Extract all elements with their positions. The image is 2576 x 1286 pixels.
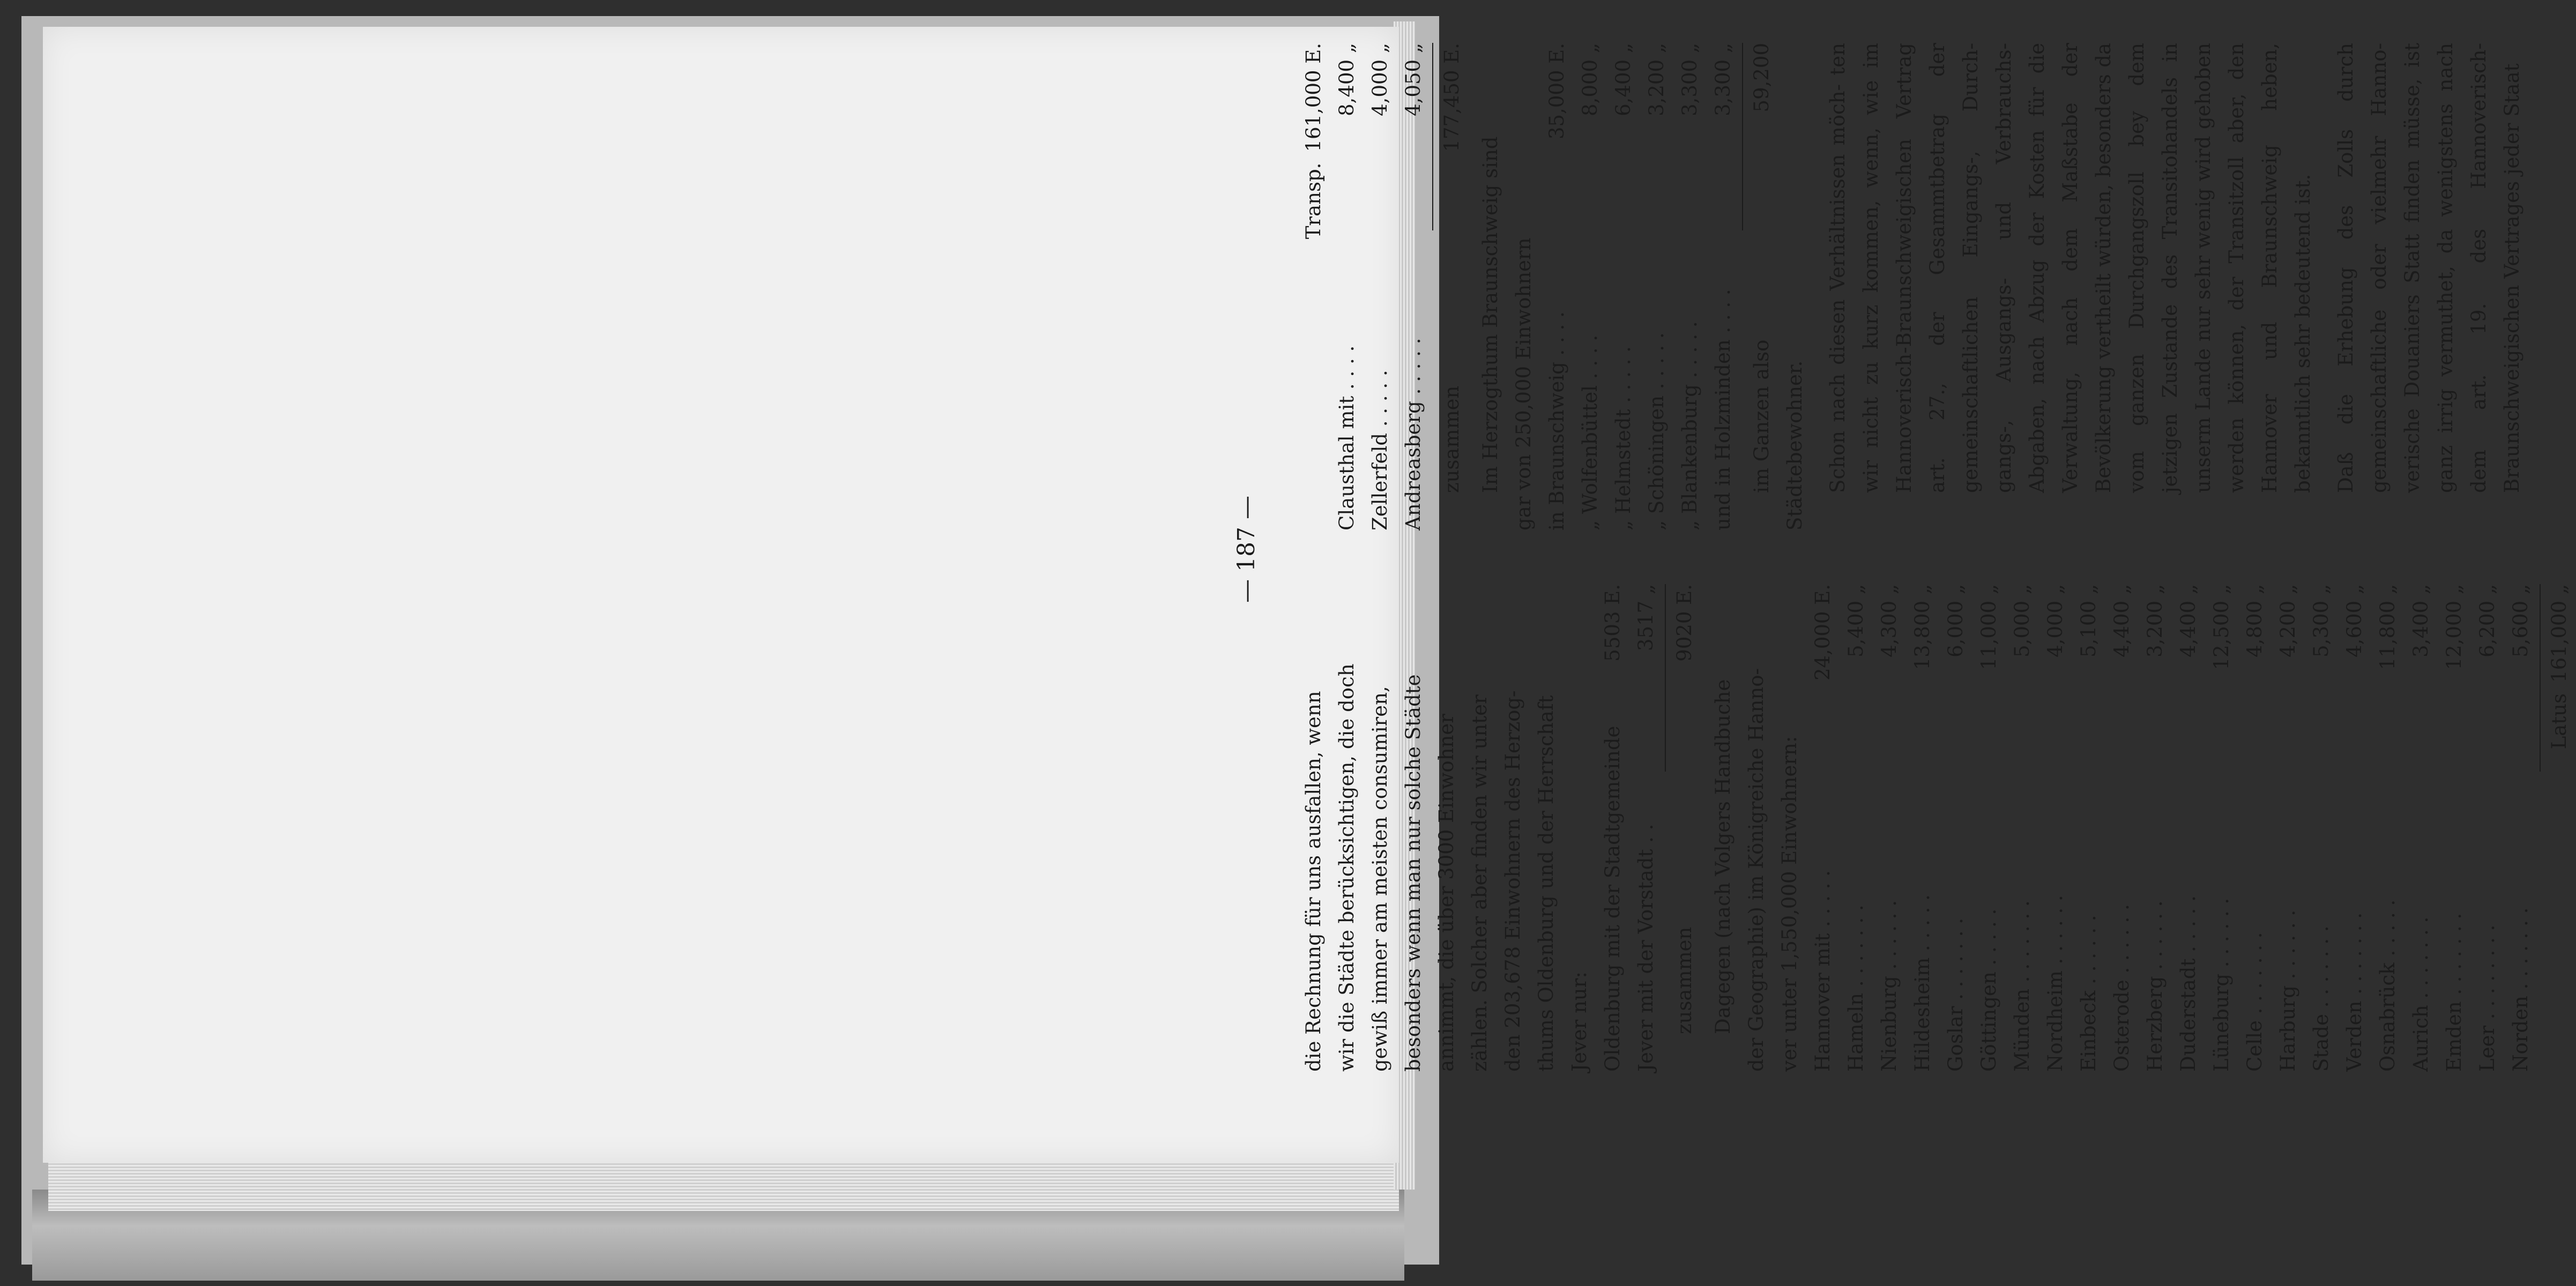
table-row	[1574, 43, 1607, 530]
town-label: Clausthal mit . . . .	[1335, 345, 1358, 530]
population-value: 35,000 E.	[1545, 43, 1568, 139]
text-line: Im Herzogthum Braunschweig sind	[1479, 136, 1502, 493]
table-row	[1906, 584, 1939, 1072]
table-row	[1707, 43, 1740, 530]
table-row	[1806, 584, 1840, 1072]
population-value: 4,800 „	[2243, 584, 2266, 657]
town-label: „ Wolfenbüttel . . . .	[1579, 334, 1602, 530]
population-value: 11,800 „	[2376, 584, 2399, 670]
sum-rule	[1432, 43, 1433, 230]
sum-rule	[2540, 584, 2541, 772]
table-row	[2371, 584, 2404, 1072]
population-value: 3517 „	[1634, 584, 1657, 652]
population-value: 24,000 E.	[1811, 584, 1834, 681]
text-line: Jever nur:	[1568, 971, 1591, 1072]
town-label: in Braunschweig . . . .	[1545, 311, 1568, 530]
latus-label: Latus	[2548, 693, 2571, 750]
town-label: Oldenburg mit der Stadtgemeinde	[1601, 726, 1624, 1072]
table-row	[1596, 584, 1629, 1072]
text-line: besonders wenn man nur solche Städte	[1402, 674, 1425, 1072]
table-row	[2305, 584, 2338, 1072]
table-row	[2072, 584, 2105, 1072]
page-number: — 187 —	[1233, 496, 1260, 603]
table-row	[2404, 584, 2438, 1072]
text-line: annimmt, die über 3000 Einwohner	[1435, 714, 1458, 1072]
population-value: 3,400 „	[2409, 584, 2432, 657]
harz-table	[1330, 43, 1469, 530]
total-value: 59,200	[1750, 43, 1773, 113]
town-label: Osterode . . . . . .	[2110, 904, 2133, 1072]
table-row	[2272, 584, 2305, 1072]
rotated-page-text	[1233, 27, 2571, 1072]
population-value: 4,400 „	[2110, 584, 2133, 657]
population-value: 4,000 „	[2044, 584, 2067, 657]
population-value: 5,100 „	[2077, 584, 2100, 657]
total-row	[1745, 43, 1778, 530]
table-row	[1397, 43, 1430, 530]
town-label: „ Schöningen . . . . .	[1645, 332, 1668, 530]
population-value: 3,300 „	[1678, 43, 1701, 116]
town-label: Leer . . . . . . . .	[2476, 924, 2499, 1072]
town-label: „ Helmstedt . . . . .	[1612, 346, 1635, 530]
town-label: und in Holzminden . . . .	[1711, 289, 1734, 530]
table-row	[1364, 43, 1397, 530]
sum-rule	[1665, 584, 1666, 772]
town-label: Norden . . . . . . .	[2509, 907, 2532, 1072]
population-value: 4,300 „	[1878, 584, 1901, 657]
text-line: wir die Städte berücksichtigen, die doch	[1335, 663, 1358, 1072]
population-value: 4,200 „	[2276, 584, 2299, 657]
population-value: 4,050 „	[1402, 43, 1425, 116]
town-label: Verden . . . . . . .	[2343, 913, 2366, 1072]
latus-row	[2543, 584, 2576, 1072]
text-line: Städtebewohner.	[1783, 360, 1806, 530]
population-value: 13,800 „	[1911, 584, 1934, 670]
town-label: Nordheim . . . . . .	[2044, 895, 2067, 1072]
table-row	[2006, 584, 2039, 1072]
table-row	[1972, 584, 2006, 1072]
left-column	[1297, 584, 2576, 1072]
town-label: Goslar . . . . . . .	[1944, 917, 1967, 1072]
population-value: 6,400 „	[1612, 43, 1635, 116]
population-value: 12,500 „	[2210, 584, 2233, 670]
body-paragraph: Daß die Erhebung des Zolls durch gemeinschaftliche oder vielmehr Hanno- verische Douaniers Statt finden müsse, ist ganz irrig vermuthet, da wenigstens nach dem art. 19. des Hannoverisch- Braunschweigischen Vertrages jeder Staat	[2334, 43, 2523, 493]
total-row	[1435, 43, 1469, 530]
table-row	[2438, 584, 2471, 1072]
text-line: ver unter 1,550,000 Einwohnern:	[1778, 736, 1801, 1072]
town-label: Celle . . . . . . .	[2243, 932, 2266, 1072]
population-value: 3,300 „	[1711, 43, 1734, 116]
population-value: 5,300 „	[2310, 584, 2333, 657]
latus-value: 161,000 „	[2548, 584, 2571, 683]
table-row	[2105, 584, 2139, 1072]
population-value: 11,000 „	[1977, 584, 2000, 670]
table-row	[1607, 43, 1640, 530]
braunschweig-intro	[1474, 43, 1540, 530]
book-page	[43, 27, 1399, 1163]
population-value: 4,600 „	[2343, 584, 2366, 657]
town-label: Emden . . . . . . .	[2443, 913, 2466, 1072]
town-label: Osnabrück . . . . .	[2376, 899, 2399, 1072]
text-line: die Rechnung für uns ausfallen, wenn	[1302, 691, 1325, 1072]
town-label: Herzberg . . . . . .	[2143, 900, 2166, 1072]
hannover-intro	[1707, 584, 1806, 1072]
town-label: Zellerfeld . . . . .	[1368, 370, 1391, 530]
population-value: 3,200 „	[2143, 584, 2166, 657]
table-row	[1629, 584, 1663, 1072]
population-value: 3,200 „	[1645, 43, 1668, 116]
town-label: Stade . . . . . . .	[2310, 925, 2333, 1072]
town-label: Andreasberg . . . . .	[1402, 338, 1425, 530]
population-value: 4,000 „	[1368, 43, 1391, 116]
population-value: 5503 E.	[1601, 584, 1624, 662]
total-label: zusammen	[1440, 385, 1463, 493]
text-line: Dagegen (nach Volgers Handbuche	[1711, 679, 1734, 1034]
transp-value: 161,000 E.	[1302, 43, 1325, 152]
braunschweig-table	[1540, 43, 1812, 530]
total-label: im Ganzen also	[1750, 339, 1773, 493]
table-row	[2205, 584, 2238, 1072]
population-value: 12,000 „	[2443, 584, 2466, 670]
text-line: thums Oldenburg und der Herrschaft	[1535, 695, 1558, 1072]
town-label: Hannover mit . . . . .	[1811, 870, 1834, 1072]
body-paragraph: Schon nach diesen Verhältnissen möch- ten wir nicht zu kurz kommen, wenn, wie im Hannoverisch-Braunschweigischen Vertrag art. 27., der Gesammtbetrag der gemeinschaftlichen Eingangs-, Durch- gangs-, Ausgangs- und Verbrauchs- Abgaben, nach Abzug der Kosten für die Verwaltung, nach dem Maßstabe der Bevölkerung vertheilt würden, besonders da vom ganzen Durchgangszoll bey dem jetzigen Zustande des Transitohandels in unserm Lande nur sehr wenig wird gehoben werden können, der Transitzoll aber, den Hannover und Braunschweig heben, bekanntlich sehr bedeutend ist.	[1826, 43, 2314, 493]
text-line: gewiß immer am meisten consumiren,	[1368, 686, 1391, 1072]
transp-row	[1297, 43, 1330, 530]
table-row	[1840, 584, 1873, 1072]
total-row	[1668, 584, 1701, 1072]
population-value: 8,400 „	[1335, 43, 1358, 116]
town-label: Jever mit der Vorstadt . .	[1634, 824, 1657, 1072]
town-label: Lüneburg . . . . . .	[2210, 898, 2233, 1072]
text-line: der Geographie) im Königreiche Hanno-	[1745, 668, 1768, 1072]
text-line: zählen. Solcher aber finden wir unter	[1468, 694, 1491, 1072]
town-label: Aurich . . . . . . .	[2409, 916, 2432, 1072]
town-label: Harburg . . . . . .	[2276, 909, 2299, 1072]
total-value: 9020 E.	[1673, 584, 1696, 662]
total-value: 177,450 E.	[1440, 43, 1463, 152]
town-label: „ Blankenburg . . . . .	[1678, 321, 1701, 530]
transp-label: Transp.	[1302, 162, 1325, 240]
town-label: Göttingen . . . . .	[1977, 908, 2000, 1072]
town-label: Duderstadt . . . . .	[2177, 895, 2200, 1072]
population-value: 5,000 „	[2011, 584, 2034, 657]
table-row	[2039, 584, 2072, 1072]
table-row	[2238, 584, 2272, 1072]
population-value: 6,200 „	[2476, 584, 2499, 657]
table-row	[2139, 584, 2172, 1072]
town-label: Nienburg . . . . . .	[1878, 900, 1901, 1072]
town-label: Einbeck . . . . . .	[2077, 915, 2100, 1072]
table-row	[2338, 584, 2371, 1072]
intro-paragraph	[1297, 584, 1596, 1072]
text-line: gar von 250,000 Einwohnern	[1512, 237, 1535, 530]
population-value: 5,400 „	[1844, 584, 1867, 657]
table-row	[1640, 43, 1673, 530]
table-row	[1939, 584, 1972, 1072]
total-label: zusammen	[1673, 926, 1696, 1034]
table-row	[1540, 43, 1574, 530]
population-value: 4,400 „	[2177, 584, 2200, 657]
table-row	[1330, 43, 1364, 530]
population-value: 5,600 „	[2509, 584, 2532, 657]
oldenburg-table	[1596, 584, 1701, 1072]
table-row	[1673, 43, 1707, 530]
town-label: Münden . . . . . . .	[2011, 900, 2034, 1072]
right-column	[1297, 43, 2529, 530]
population-value: 6,000 „	[1944, 584, 1967, 657]
sum-rule	[1742, 43, 1743, 230]
town-label: Hildesheim . . . . .	[1911, 894, 1934, 1072]
population-value: 8,000 „	[1579, 43, 1602, 116]
table-row	[2504, 584, 2537, 1072]
hannover-table	[1806, 584, 2576, 1072]
town-label: Hameln . . . . . . .	[1844, 904, 1867, 1072]
table-row	[2471, 584, 2504, 1072]
table-row	[2172, 584, 2205, 1072]
table-row	[1873, 584, 1906, 1072]
text-line: den 203,678 Einwohnern des Herzog-	[1501, 690, 1524, 1072]
